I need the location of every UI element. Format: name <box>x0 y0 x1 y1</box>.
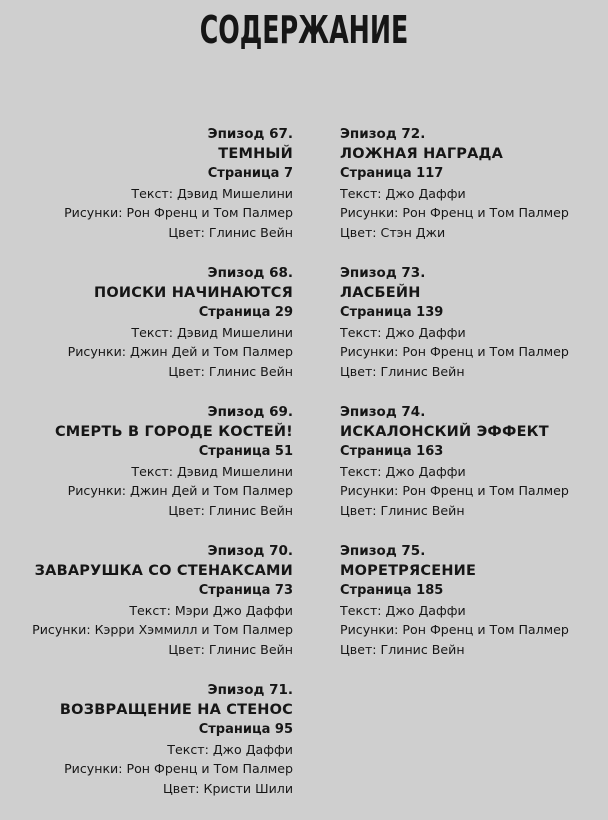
credit-writer: Текст: Мэри Джо Даффи <box>129 602 293 618</box>
credit-colorist: Цвет: Глинис Вейн <box>168 502 293 518</box>
toc-entry-episode-69[interactable] <box>0 403 293 542</box>
toc-entry-episode-71[interactable] <box>0 681 293 820</box>
episode-title: ЛОЖНАЯ НАГРАДА <box>340 145 504 162</box>
toc-entry-episode-72[interactable] <box>340 125 600 264</box>
episode-title: ВОЗВРАЩЕНИЕ НА СТЕНОС <box>59 701 293 718</box>
credit-colorist: Цвет: Глинис Вейн <box>168 641 293 657</box>
credit-artist: Рисунки: Джин Дей и Том Палмер <box>67 483 293 499</box>
toc-entry-episode-68[interactable] <box>0 264 293 403</box>
credit-artist: Рисунки: Рон Френц и Том Палмер <box>64 205 293 221</box>
credit-artist: Рисунки: Рон Френц и Том Палмер <box>340 483 569 499</box>
episode-number: Эпизод 74. <box>340 404 426 420</box>
episode-number: Эпизод 73. <box>340 265 426 281</box>
episode-title: ЗАВАРУШКА СО СТЕНАКСАМИ <box>34 562 293 579</box>
credit-writer: Текст: Джо Даффи <box>340 463 466 479</box>
episode-page: Страница 7 <box>207 166 293 182</box>
toc-entry-episode-73[interactable] <box>340 264 600 403</box>
credit-writer: Текст: Джо Даффи <box>167 741 293 757</box>
episode-page: Страница 95 <box>198 722 293 738</box>
credit-artist: Рисунки: Джин Дей и Том Палмер <box>67 344 293 360</box>
episode-number: Эпизод 67. <box>207 126 293 142</box>
episode-number: Эпизод 70. <box>207 543 293 559</box>
credit-colorist: Цвет: Глинис Вейн <box>340 641 465 657</box>
episode-number: Эпизод 68. <box>207 265 293 281</box>
episode-number: Эпизод 75. <box>340 543 426 559</box>
episode-page: Страница 29 <box>198 305 293 321</box>
episode-page: Страница 51 <box>198 444 293 460</box>
toc-entry-episode-74[interactable] <box>340 403 600 542</box>
episode-page: Страница 73 <box>198 583 293 599</box>
credit-writer: Текст: Дэвид Мишелини <box>131 185 293 201</box>
episode-title: ПОИСКИ НАЧИНАЮТСЯ <box>94 284 293 301</box>
toc-entry-episode-75[interactable] <box>340 542 600 681</box>
episode-page: Страница 163 <box>340 444 444 460</box>
credit-writer: Текст: Джо Даффи <box>340 185 466 201</box>
credit-artist: Рисунки: Рон Френц и Том Палмер <box>340 205 569 221</box>
credit-colorist: Цвет: Глинис Вейн <box>168 224 293 240</box>
credit-colorist: Цвет: Глинис Вейн <box>168 363 293 379</box>
credit-artist: Рисунки: Рон Френц и Том Палмер <box>64 761 293 777</box>
toc-column-left <box>0 125 293 820</box>
episode-number: Эпизод 72. <box>340 126 426 142</box>
toc-entry-episode-67[interactable] <box>0 125 293 264</box>
episode-page: Страница 139 <box>340 305 444 321</box>
toc-entry-episode-70[interactable] <box>0 542 293 681</box>
credit-artist: Рисунки: Рон Френц и Том Палмер <box>340 622 569 638</box>
credit-artist: Рисунки: Рон Френц и Том Палмер <box>340 344 569 360</box>
toc-column-right <box>340 125 600 681</box>
episode-title: ИСКАЛОНСКИЙ ЭФФЕКТ <box>340 423 549 440</box>
credit-writer: Текст: Джо Даффи <box>340 324 466 340</box>
episode-page: Страница 185 <box>340 583 444 599</box>
episode-title: ЛАСБЕЙН <box>340 284 421 301</box>
credit-writer: Текст: Дэвид Мишелини <box>131 463 293 479</box>
episode-title: МОРЕТРЯСЕНИЕ <box>340 562 477 579</box>
credit-colorist: Цвет: Глинис Вейн <box>340 502 465 518</box>
credit-colorist: Цвет: Кристи Шили <box>163 780 293 796</box>
credit-colorist: Цвет: Стэн Джи <box>340 224 446 240</box>
credit-colorist: Цвет: Глинис Вейн <box>340 363 465 379</box>
credit-artist: Рисунки: Кэрри Хэммилл и Том Палмер <box>32 622 293 638</box>
episode-title: СМЕРТЬ В ГОРОДЕ КОСТЕЙ! <box>54 423 293 440</box>
episode-page: Страница 117 <box>340 166 444 182</box>
episode-number: Эпизод 71. <box>207 682 293 698</box>
credit-writer: Текст: Джо Даффи <box>340 602 466 618</box>
episode-title: ТЕМНЫЙ <box>218 145 293 162</box>
page-title: СОДЕРЖАНИЕ <box>199 8 409 52</box>
credit-writer: Текст: Дэвид Мишелини <box>131 324 293 340</box>
episode-number: Эпизод 69. <box>207 404 293 420</box>
